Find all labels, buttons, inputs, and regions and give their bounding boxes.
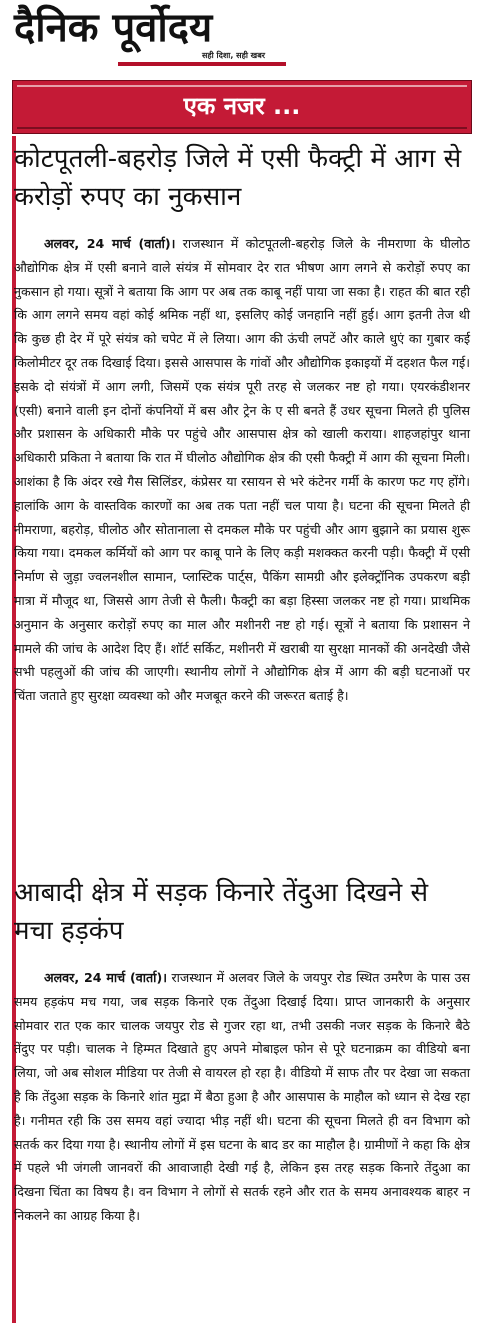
newspaper-logo: दैनिक पूर्वोदय xyxy=(14,5,213,51)
article-text: राजस्थान में कोटपूतली-बहरोड़ जिले के नीमराणा के घीलोठ औद्योगिक क्षेत्र में एसी बनाने वाले संयंत्र में सोमवार देर रात भीषण आग लगने से करोड़ों रुपए का नुकसान हो गया। सूत्रों ने बताया कि आग पर अब तक काबू नहीं पाया जा सका है। राहत की बात रही कि आग लगने समय वहां कोई श्रमिक नहीं था, इसलिए कोई जनहानि नहीं हुई। आग इतनी तेज थी कि कुछ ही देर में पूरे संयंत्र को चपेट में ले लिया। आग की ऊंची लपटें और काले धुएं का गुबार कई किलोमीटर दूर तक दिखाई दिया। इससे आसपास के गांवों और औद्योगिक इकाइयों में दहशत फैल गई। इसके दो संयंत्रों में आग लगी, जिसमें एक संयंत्र पूरी तरह से जलकर नष्ट हो गया। एयरकंडीशनर (एसी) बनाने वाली इन दोनों कंपनियों में बस और ट्रेन के ए सी बनते हैं उधर सूचना मिलते ही पुलिस और प्रशासन के अधिकारी मौके पर पहुंचे और आसपास क्षेत्र को खाली कराया। शाहजहांपुर थाना अधिकारी प्रकिता ने बताया कि रात में घीलोठ औद्योगिक क्षेत्र की एसी फैक्ट्री में आग की सूचना मिली। आशंका है कि अंदर रखे गैस सिलिंडर, कंप्रेसर या रसायन से भरे कंटेनर गर्मी के कारण फट गए होंगे। हालांकि आग के वास्तविक कारणों का अब तक पता नहीं चल पाया है। घटना की सूचना मिलते ही नीमराणा, बहरोड़, घीलोठ और सोतानाला से दमकल मौके पर पहुंची और आग बुझाने का प्रयास शुरू किया गया। दमकल कर्मियों को आग पर काबू पाने के लिए कड़ी मशक्कत करनी पड़ी। फैक्ट्री में एसी निर्माण से जुड़ा ज्वलनशील सामान, प्लास्टिक पार्ट्स, पैकिंग सामग्री और इलेक्ट्रॉनिक उपकरण बड़ी मात्रा में मौजूद था, जिससे आग तेजी से फैली। फैक्ट्री का बड़ा हिस्सा जलकर नष्ट हो गया। प्राथमिक अनुमान के अनुसार करोड़ों रुपए का माल और मशीनरी नष्ट हो गई। सूत्रों ने बताया कि प्रशासन ने मामले की जांच के आदेश दिए हैं। शॉर्ट सर्किट, मशीनरी में खराबी या सुरक्षा मानकों की अनदेखी जैसे सभी पहलुओं की जांच की जाएगी। स्थानीय लोगों ने औद्योगिक क्षेत्र में आग की बड़ी घटनाओं पर चिंता जताते हुए सुरक्षा व्यवस्था को और मजबूत करने की जरूरत बताई है। xyxy=(14,236,470,704)
section-banner-label: एक नजर ... xyxy=(183,92,301,120)
masthead-rule xyxy=(118,62,286,66)
article-dateline: अलवर, 24 मार्च (वार्ता)। xyxy=(44,236,176,251)
article-headline: कोटपूतली-बहरोड़ जिले में एसी फैक्ट्री में आग से करोड़ों रुपए का नुकसान xyxy=(14,144,462,212)
masthead xyxy=(0,0,480,74)
article-body xyxy=(14,966,470,1228)
article-dateline: अलवर, 24 मार्च (वार्ता)। xyxy=(44,970,167,985)
tagline: सही दिशा, सही खबर xyxy=(202,51,266,60)
article-headline: आबादी क्षेत्र में सड़क किनारे तेंदुआ दिखने से मचा हड़कंप xyxy=(14,878,429,946)
section-banner xyxy=(12,80,472,134)
article-body xyxy=(14,232,470,708)
article-text: राजस्थान में अलवर जिले के जयपुर रोड स्थित उमरैण के पास उस समय हड़कंप मच गया, जब सड़क किनारे एक तेंदुआ दिखाई दिया। प्राप्त जानकारी के अनुसार सोमवार रात एक कार चालक जयपुर रोड से गुजर रहा था, तभी उसकी नजर सड़क के किनारे बैठे तेंदुए पर पड़ी। चालक ने हिम्मत दिखाते हुए अपने मोबाइल फोन से पूरे घटनाक्रम का वीडियो बना लिया, जो अब सोशल मीडिया पर तेजी से वायरल हो रहा है। वीडियो में साफ तौर पर देखा जा सकता है कि तेंदुआ सड़क के किनारे शांत मुद्रा में बैठा हुआ है और आसपास के माहौल को ध्यान से देख रहा है। गनीमत रही कि उस समय वहां ज्यादा भीड़ नहीं थी। घटना की सूचना मिलते ही वन विभाग को सतर्क कर दिया गया है। स्थानीय लोगों में इस घटना के बाद डर का माहौल है। ग्रामीणों ने कहा कि क्षेत्र में पहले भी जंगली जानवरों की आवाजाही देखी गई है, लेकिन इस तरह सड़क किनारे तेंदुआ का दिखना चिंता का विषय है। वन विभाग ने लोगों से सतर्क रहने और रात के समय अनावश्यक बाहर न निकलने का आग्रह किया है। xyxy=(14,970,470,1223)
article-leopard-sighting xyxy=(14,874,470,1228)
article-factory-fire xyxy=(14,140,470,708)
